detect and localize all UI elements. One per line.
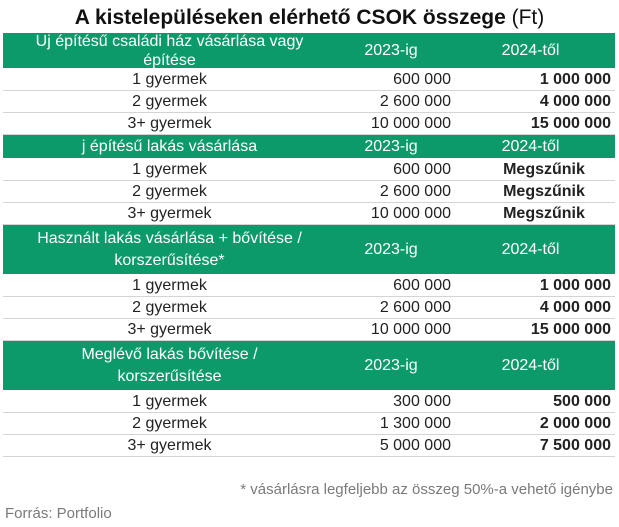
csok-table (3, 33, 615, 457)
value-2023: 2 600 000 (379, 299, 451, 316)
row-label: 1 gyermek (132, 393, 207, 410)
title-main: A kistelepüléseken elérhető CSOK összege (74, 6, 506, 29)
row-label: 2 gyermek (132, 299, 207, 316)
row-label: 2 gyermek (132, 93, 207, 110)
section-title: Használt lakás vásárlása + bővítése / korszerűsítése* (37, 229, 302, 269)
section-title: Uj építésű családi ház vásárlása vagy építése (35, 32, 304, 69)
col-2024-header: 2024-től (501, 41, 560, 59)
value-2023: 300 000 (393, 393, 451, 410)
value-2023: 600 000 (393, 71, 451, 88)
table-row (3, 319, 615, 341)
value-2024: 1 000 000 (539, 277, 611, 294)
value-2024: 15 000 000 (530, 321, 611, 338)
row-label: 3+ gyermek (127, 115, 212, 132)
row-label: 3+ gyermek (127, 205, 212, 222)
table-row (3, 91, 615, 113)
table-row (3, 435, 615, 457)
table-row (3, 113, 615, 135)
table-row (3, 69, 615, 91)
footnote: * vásárlásra legfeljebb az összeg 50%-a vehető igénybe (240, 481, 613, 498)
col-2024-header: 2024-től (501, 356, 560, 374)
table-row (3, 275, 615, 297)
value-2024: Megszűnik (503, 183, 585, 200)
row-label: 3+ gyermek (127, 437, 212, 454)
value-2023: 1 300 000 (379, 415, 451, 432)
col-2023-header: 2023-ig (364, 240, 418, 258)
page-title (0, 4, 619, 32)
value-2023: 2 600 000 (379, 183, 451, 200)
value-2024: 2 000 000 (539, 415, 611, 432)
value-2023: 600 000 (393, 161, 451, 178)
row-label: 1 gyermek (132, 277, 207, 294)
value-2023: 600 000 (393, 277, 451, 294)
row-label: 2 gyermek (132, 415, 207, 432)
value-2023: 10 000 000 (370, 205, 451, 222)
value-2023: 2 600 000 (379, 93, 451, 110)
col-2024-header: 2024-től (501, 137, 560, 155)
table-row (3, 159, 615, 181)
table-row (3, 203, 615, 225)
value-2024: Megszűnik (503, 161, 585, 178)
value-2024: 4 000 000 (539, 93, 611, 110)
table-row (3, 391, 615, 413)
col-2023-header: 2023-ig (364, 137, 418, 155)
table-row (3, 297, 615, 319)
table-row (3, 181, 615, 203)
section-title: j építésű lakás vásárlása (81, 138, 258, 155)
row-label: 1 gyermek (132, 161, 207, 178)
table-row (3, 413, 615, 435)
value-2024: 500 000 (553, 393, 611, 410)
value-2023: 10 000 000 (370, 115, 451, 132)
title-unit: (Ft) (505, 6, 545, 29)
section-header-new-house (3, 33, 615, 69)
col-2023-header: 2023-ig (364, 356, 418, 374)
value-2024: 1 000 000 (539, 71, 611, 88)
section-header-new-flat (3, 135, 615, 159)
value-2023: 10 000 000 (370, 321, 451, 338)
section-title: Meglévő lakás bővítése / korszerűsítése (81, 345, 258, 385)
row-label: 1 gyermek (132, 71, 207, 88)
value-2024: 15 000 000 (530, 115, 611, 132)
section-header-used-flat (3, 225, 615, 275)
row-label: 3+ gyermek (127, 321, 212, 338)
value-2024: 4 000 000 (539, 299, 611, 316)
value-2024: Megszűnik (503, 205, 585, 222)
value-2023: 5 000 000 (379, 437, 451, 454)
value-2024: 7 500 000 (539, 437, 611, 454)
col-2024-header: 2024-től (501, 240, 560, 258)
row-label: 2 gyermek (132, 183, 207, 200)
section-header-existing-flat (3, 341, 615, 391)
col-2023-header: 2023-ig (364, 41, 418, 59)
source-credit: Forrás: Portfolio (5, 505, 112, 522)
